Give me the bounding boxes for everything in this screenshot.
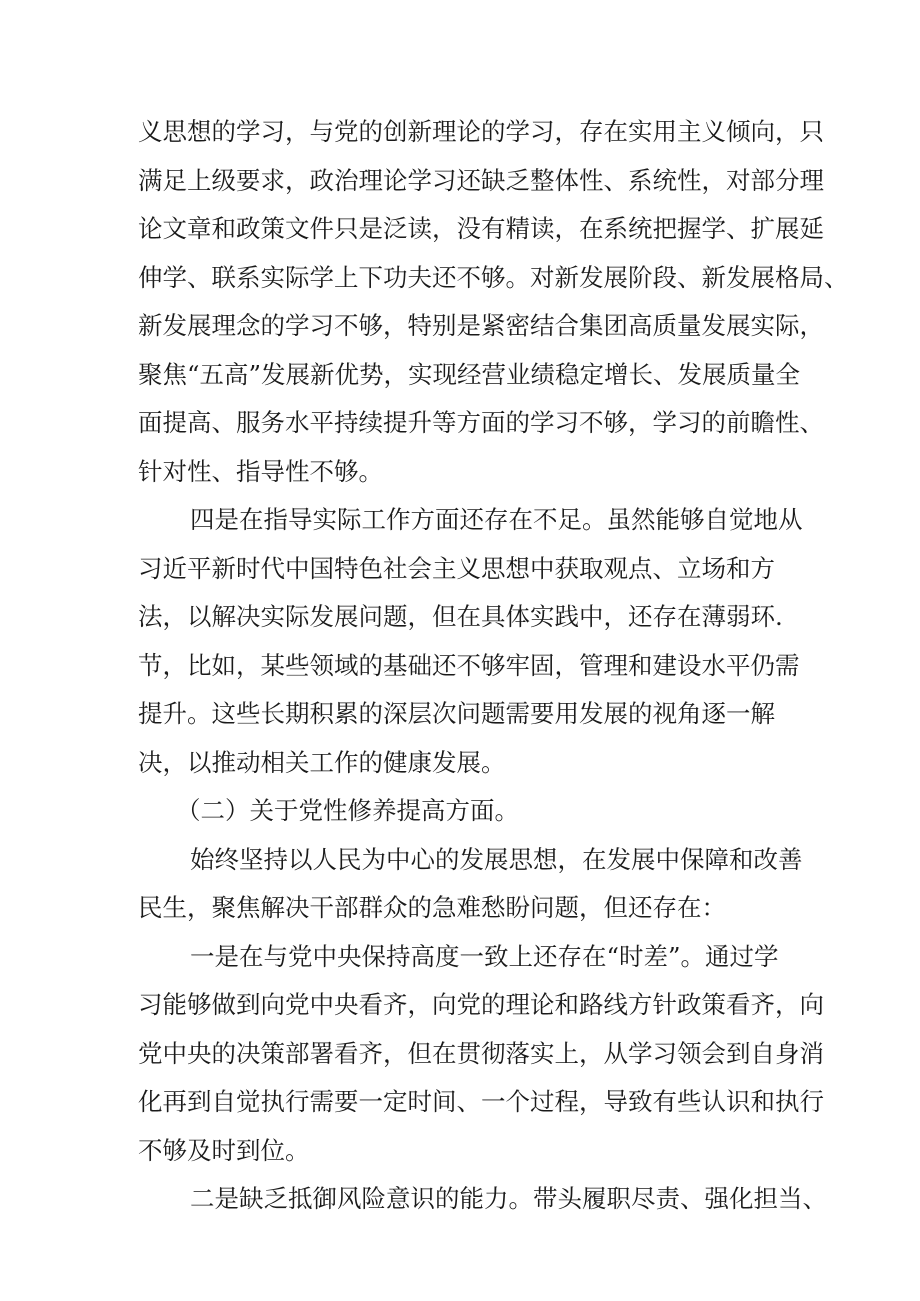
text-line: 论文章和政策文件只是泛读，没有精读，在系统把握学、扩展延 — [138, 214, 824, 243]
paragraph-line: 党中央的决策部署看齐，但在贯彻落实上，从学习领会到自身消 — [138, 1038, 824, 1068]
text-line: 针对性、指导性不够。 — [138, 456, 383, 486]
paragraph-line: 化再到自觉执行需要一定时间、一个过程，导致有些认识和执行 — [138, 1087, 824, 1116]
paragraph-line: 四是在指导实际工作方面还存在不足。虽然能够自觉地从 — [190, 505, 803, 534]
paragraph-line: 民生，聚焦解决干部群众的急难愁盼问题，但还存在： — [138, 893, 726, 922]
paragraph-line: 一是在与党中央保持高度一致上还存在“时差”。通过学 — [190, 941, 779, 971]
paragraph-line: 始终坚持以人民为中心的发展思想，在发展中保障和改善 — [190, 844, 803, 874]
text-line: 伸学、联系实际学上下功夫还不够。对新发展阶段、新发展格局、 — [138, 262, 849, 292]
section-heading: （二）关于党性修养提高方面。 — [176, 796, 519, 825]
paragraph-line: 节，比如，某些领域的基础还不够牢固，管理和建设水平仍需 — [138, 650, 800, 680]
paragraph-line: 决，以推动相关工作的健康发展。 — [138, 747, 506, 777]
paragraph-line: 习能够做到向党中央看齐，向党的理论和路线方针政策看齐，向 — [138, 990, 824, 1019]
text-line: 面提高、服务水平持续提升等方面的学习不够，学习的前瞻性、 — [138, 408, 824, 437]
paragraph-line: 法，以解决实际发展问题，但在具体实践中，还存在薄弱环. — [138, 602, 783, 631]
paragraph-line: 习近平新时代中国特色社会主义思想中获取观点、立场和方 — [138, 553, 775, 583]
text-line: 满足上级要求，政治理论学习还缺乏整体性、系统性，对部分理 — [138, 165, 824, 195]
text-line: 义思想的学习，与党的创新理论的学习，存在实用主义倾向，只 — [138, 117, 824, 146]
paragraph-line: 二是缺乏抵御风险意识的能力。带头履职尽责、强化担当、 — [190, 1184, 827, 1213]
paragraph-line: 提升。这些长期积累的深层次问题需要用发展的视角逐一解 — [138, 699, 775, 728]
text-line: 新发展理念的学习不够，特别是紧密结合集团高质量发展实际， — [138, 311, 824, 340]
text-line: 聚焦“五高”发展新优势，实现经营业绩稳定增长、发展质量全 — [138, 359, 801, 389]
paragraph-line: 不够及时到位。 — [138, 1135, 310, 1165]
